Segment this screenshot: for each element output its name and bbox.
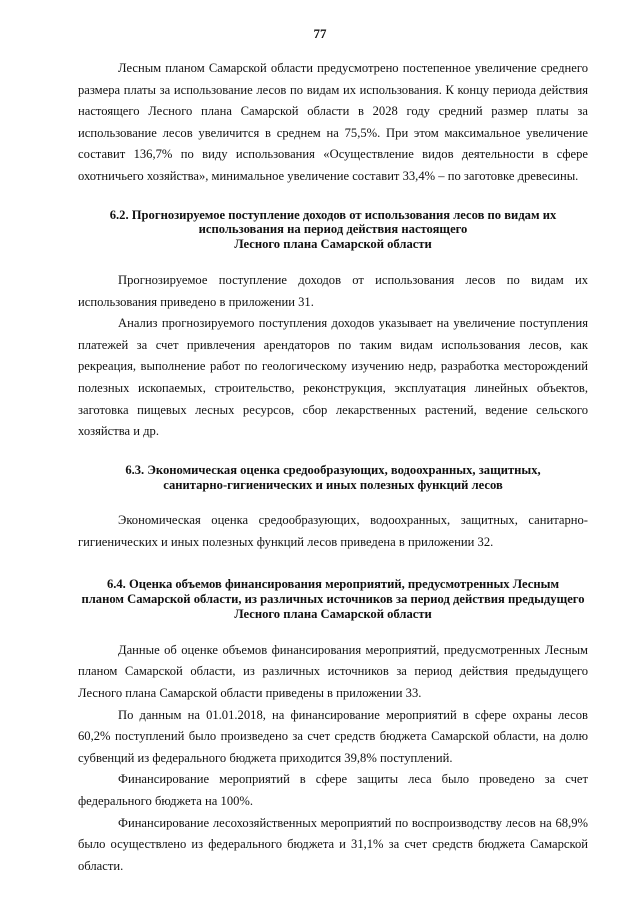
heading-line: планом Самарской области, из различных источников за период действия предыдущего — [81, 592, 585, 607]
page-content — [78, 58, 588, 877]
heading-line: Лесного плана Самарской области — [234, 237, 432, 252]
section-6-3-paragraph: Экономическая оценка средообразующих, водоохранных, защитных, санитарно-гигиенических и иных полезных функций лесов приведена в приложении 32. — [78, 513, 588, 549]
section-6-2-paragraph: Прогнозируемое поступление доходов от использования лесов по видам их использования приведено в приложении 31. — [78, 272, 588, 309]
page-number: 77 — [313, 26, 327, 41]
section-6-4-paragraph: Финансирование мероприятий в сфере защиты леса было проведено за счет федерального бюджета на 100%. — [78, 772, 588, 809]
section-6-4-heading — [78, 577, 588, 621]
section-6-4-paragraph: По данным на 01.01.2018, на финансирование мероприятий в сфере охраны лесов 60,2% поступлений было произведено за счет средств бюджета Самарской области, на долю субвенций из федерального бюджета приходится 39,8% поступлений. — [78, 707, 588, 765]
heading-line: санитарно-гигиенических и иных полезных функций лесов — [163, 477, 503, 492]
heading-line: 6.4. Оценка объемов финансирования мероприятий, предусмотренных Лесным — [106, 577, 560, 592]
section-6-2-heading — [78, 208, 588, 252]
section-6-4-paragraph: Данные об оценке объемов финансирования мероприятий, предусмотренных Лесным планом Самарской области, из различных источников за период действия предыдущего Лесного плана Самарской области приведены в приложении 33. — [78, 642, 588, 701]
intro-paragraph: Лесным планом Самарской области предусмотрено постепенное увеличение среднего размера платы за использование лесов по видам их использования. К концу периода действия настоящего Лесного плана Самарской области в 2028 году средний размер платы за использование лесов увеличится в среднем на 75,5%. При этом максимальное увеличение составит 136,7% по виду использования «Осуществление видов деятельности в сфере охотничьего хозяйства», минимальное увеличение составит 33,4% – по заготовке древесины. — [78, 61, 588, 183]
section-6-3-heading — [78, 463, 588, 493]
heading-line: 6.3. Экономическая оценка средообразующих, водоохранных, защитных, — [125, 462, 541, 477]
heading-line: 6.2. Прогнозируемое поступление доходов от использования лесов по видам их — [109, 207, 557, 222]
heading-line: использования на период действия настоящего — [198, 222, 468, 237]
section-6-2-paragraph: Анализ прогнозируемого поступления доходов указывает на увеличение поступления платежей за счет привлечения арендаторов по таким видам использования лесов, как рекреация, выполнение работ по геологическому изучению недр, разработка месторождений полезных ископаемых, строительство, реконструкция, эксплуатация линейных объектов, заготовка пищевых лесных ресурсов, сбор лекарственных растений, ведение сельского хозяйства и др. — [78, 316, 588, 439]
heading-line: Лесного плана Самарской области — [234, 607, 432, 622]
section-6-4-paragraph: Финансирование лесохозяйственных мероприятий по воспроизводству лесов на 68,9% было осуществлено из федерального бюджета и 31,1% за счет средств бюджета Самарской области. — [78, 815, 588, 873]
